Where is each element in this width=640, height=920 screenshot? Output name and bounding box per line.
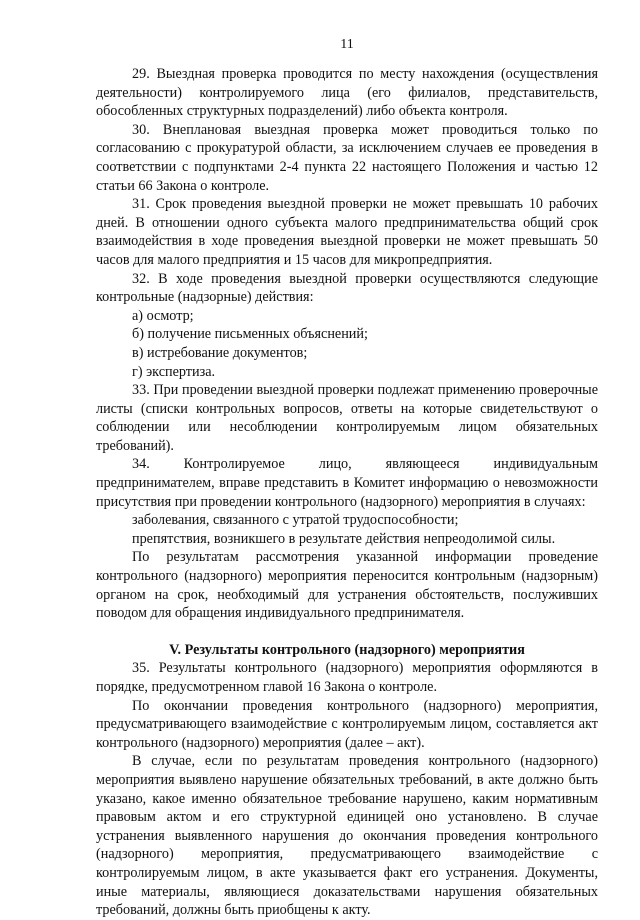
case-illness: заболевания, связанного с утратой трудоспособности;: [132, 512, 459, 529]
section-heading: V. Результаты контрольного (надзорного) мероприятия: [169, 641, 525, 658]
paragraph-32: 32. В ходе проведения выездной проверки осуществляются следующие контрольные (надзорные) действия:: [96, 270, 598, 306]
case-force-majeure: препятствия, возникшего в результате действия непреодолимой силы.: [132, 530, 556, 547]
list-item-a: а) осмотр;: [132, 307, 194, 324]
paragraph-30: 30. Внеплановая выездная проверка может проводиться только по согласованию с прокуратурой области, за исключением случаев ее проведения в соответствии с подпунктами 2-4 пункта 22 настоящего Положения и частью 12 статьи 66 Закона о контроле.: [96, 121, 598, 194]
paragraph-31: 31. Срок проведения выездной проверки не может превышать 10 рабочих дней. В отношении одного субъекта малого предпринимательства общий срок взаимодействия в ходе проведения выездной проверки не может превышать 50 часов для малого предприятия и 15 часов для микропредприятия.: [96, 196, 598, 268]
paragraph-29: 29. Выездная проверка проводится по месту нахождения (осуществления деятельности) контролируемого лица (его филиалов, представительств, обособленных структурных подразделений) либо объекта контроля.: [96, 66, 598, 120]
paragraph-34: 34. Контролируемое лицо, являющееся индивидуальным предпринимателем, вправе представить в Комитет информацию о невозможности присутствия при проведении контрольного (надзорного) мероприятия в случаях:: [96, 456, 598, 510]
paragraph-violation: В случае, если по результатам проведения контрольного (надзорного) мероприятия выявлено нарушение обязательных требований, в акте должно быть указано, какое именно обязательное требование нарушено, каким нормативным правовым актом и его структурной единицей оно установлено. В случае устранения выявленного нарушения до окончания проведения контрольного (надзорного) мероприятия, предусматривающего взаимодействие с контролируемым лицом, в акте указывается факт его устранения. Документы, иные материалы, являющиеся доказательствами нарушения обязательных требований, должны быть приобщены к акту.: [96, 753, 598, 919]
paragraph-act: По окончании проведения контрольного (надзорного) мероприятия, предусматривающего взаимодействие с контролируемым лицом, составляется акт контрольного (надзорного) мероприятия (далее – акт).: [96, 697, 598, 751]
list-item-b: б) получение письменных объяснений;: [132, 326, 368, 343]
list-item-v: в) истребование документов;: [132, 344, 308, 361]
paragraph-33: 33. При проведении выездной проверки подлежат применению проверочные листы (списки контрольных вопросов, ответы на которые свидетельствуют о соблюдении или несоблюдении контролируемым лицом обязательных требований).: [96, 382, 598, 454]
paragraph-35: 35. Результаты контрольного (надзорного) мероприятия оформляются в порядке, предусмотренном главой 16 Закона о контроле.: [96, 660, 598, 695]
page-number: 11: [340, 37, 354, 52]
list-item-g: г) экспертиза.: [132, 363, 216, 380]
paragraph-postponement: По результатам рассмотрения указанной информации проведение контрольного (надзорного) мероприятия переносится контрольным (надзорным) органом на срок, необходимый для устранения обстоятельств, послуживших поводом для обращения индивидуального предпринимателя.: [96, 549, 598, 622]
